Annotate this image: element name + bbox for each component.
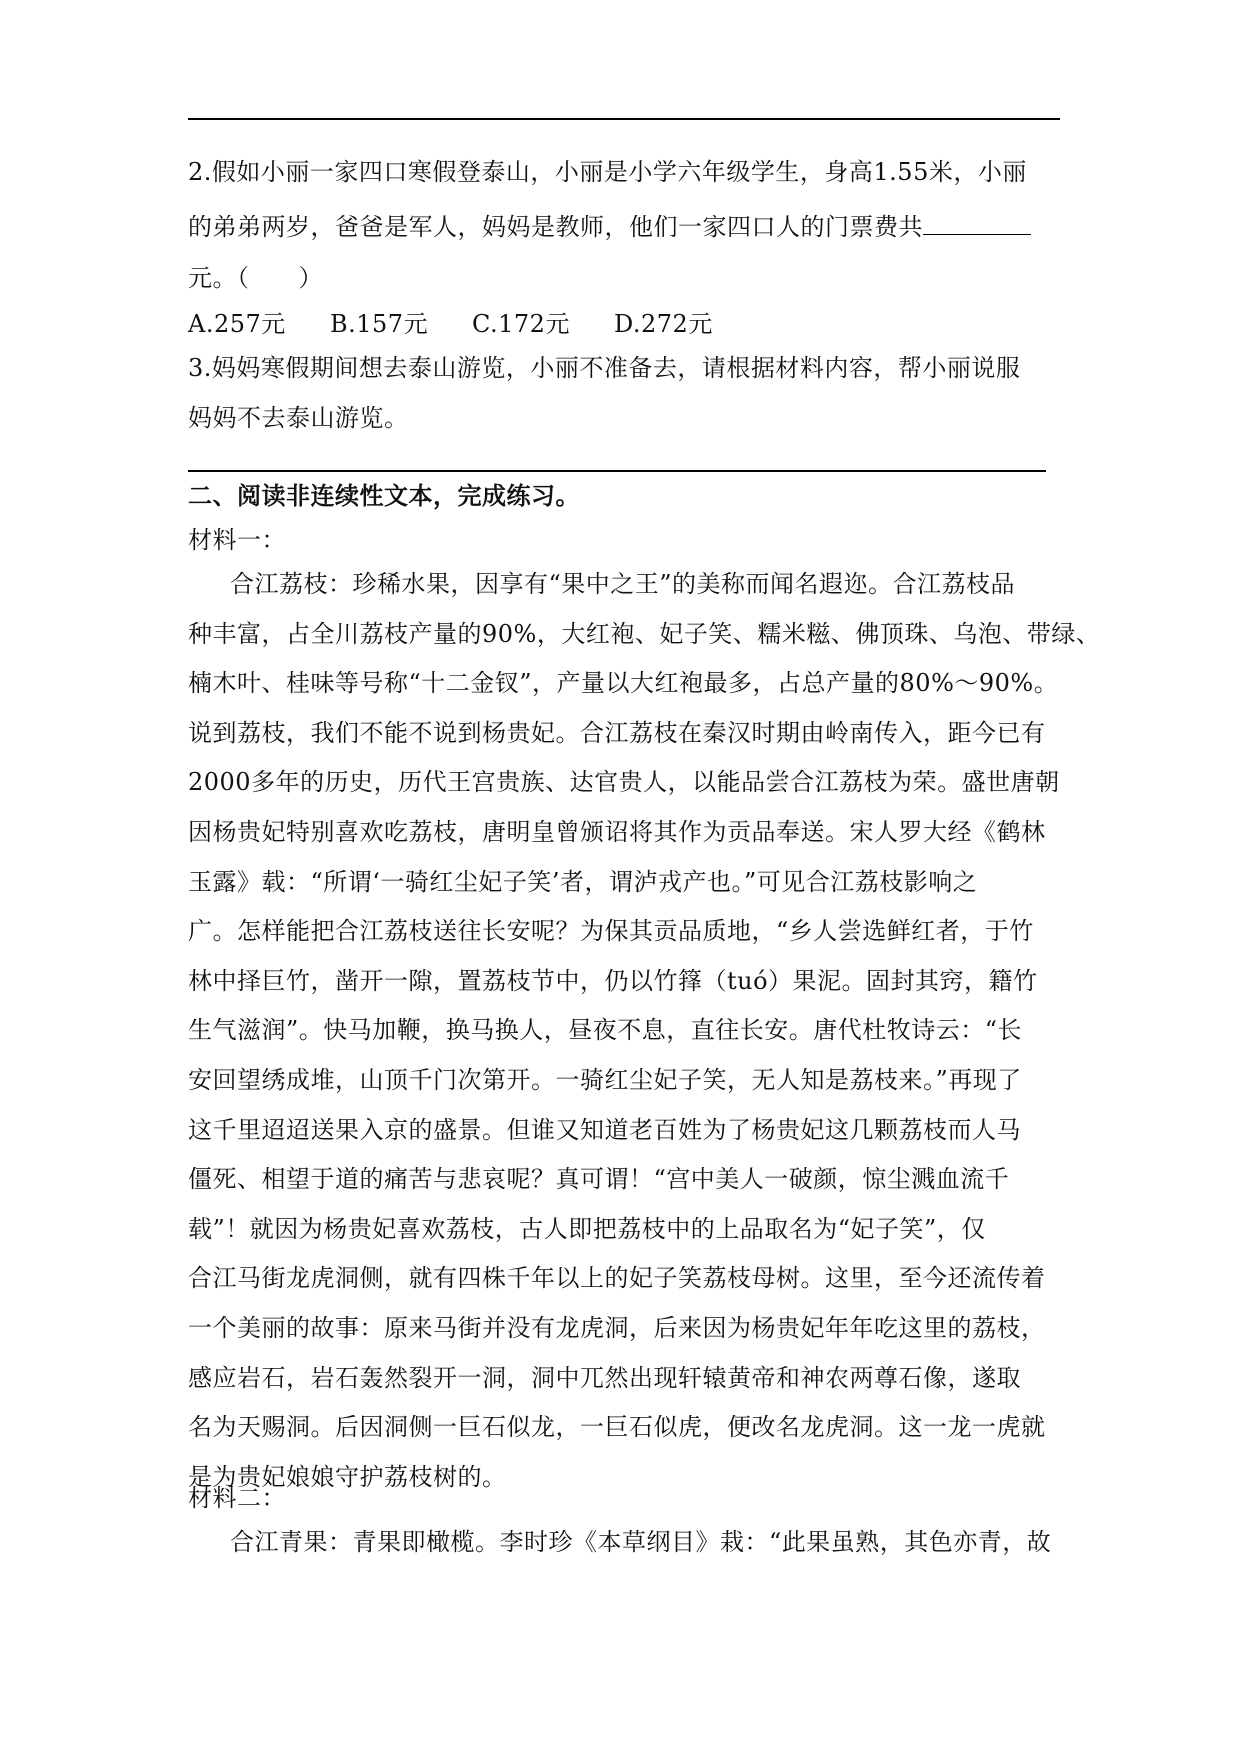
section-heading: 二、阅读非连续性文本，完成练习。 xyxy=(188,482,580,510)
material-1-line: 合江马街龙虎洞侧，就有四株千年以上的妃子笑荔枝母树。这里，至今还流传着 xyxy=(188,1264,1046,1292)
q3-line-1: 3.妈妈寒假期间想去泰山游览，小丽不准备去，请根据材料内容，帮小丽说服 xyxy=(188,354,1021,382)
material-1-line: 林中择巨竹，凿开一隙，置荔枝节中，仍以竹箨（tuó）果泥。固封其窍，籍竹 xyxy=(188,967,1038,995)
material-2-line-1: 合江青果：青果即橄榄。李时珍《本草纲目》栽：“此果虽熟，其色亦青，故 xyxy=(230,1528,1052,1556)
q2-line-1: 2.假如小丽一家四口寒假登泰山，小丽是小学六年级学生，身高1.55米，小丽 xyxy=(188,158,1027,186)
material-1-label: 材料一： xyxy=(188,526,286,554)
material-1-line: 是为贵妃娘娘守护荔枝树的。 xyxy=(188,1463,507,1491)
material-1-line: 合江荔枝：珍稀水果，因享有“果中之王”的美称而闻名遐迩。合江荔枝品 xyxy=(230,570,1016,598)
q2-line-3: 元。（ ） xyxy=(188,264,323,292)
option-d: D.272元 xyxy=(614,310,713,338)
q3-line-2: 妈妈不去泰山游览。 xyxy=(188,404,409,432)
material-1-line: 感应岩石，岩石轰然裂开一洞，洞中兀然出现轩辕黄帝和神农两尊石像，遂取 xyxy=(188,1364,1021,1392)
material-1-line: 僵死、相望于道的痛苦与悲哀呢？真可谓！“宫中美人一破颜，惊尘溅血流千 xyxy=(188,1165,1010,1193)
material-1-line: 安回望绣成堆，山顶千门次第开。一骑红尘妃子笑，无人知是荔枝来。”再现了 xyxy=(188,1066,1022,1094)
answer-line xyxy=(188,470,1046,472)
q2-line-2-text: 的弟弟两岁，爸爸是军人，妈妈是教师，他们一家四口人的门票费共 xyxy=(188,213,923,241)
material-1-line: 种丰富，占全川荔枝产量的90%，大红袍、妃子笑、糯米糍、佛顶珠、乌泡、带绿、 xyxy=(188,620,1101,648)
material-1-line: 广。怎样能把合江荔枝送往长安呢？为保其贡品质地，“乡人尝选鲜红者，于竹 xyxy=(188,917,1034,945)
material-2-label: 材料二： xyxy=(188,1484,286,1512)
top-divider-line xyxy=(188,118,1060,120)
material-1-line: 载”！就因为杨贵妃喜欢荔枝，古人即把荔枝中的上品取名为“妃子笑”，仅 xyxy=(188,1215,986,1243)
material-1-line: 这千里迢迢送果入京的盛景。但谁又知道老百姓为了杨贵妃这几颗荔枝而人马 xyxy=(188,1116,1021,1144)
material-1-line: 生气滋润”。快马加鞭，换马换人，昼夜不息，直往长安。唐代杜牧诗云：“长 xyxy=(188,1016,1023,1044)
material-1-line: 楠木叶、桂味等号称“十二金钗”，产量以大红袍最多，占总产量的80%～90%。 xyxy=(188,669,1059,697)
material-1-line: 因杨贵妃特别喜欢吃荔枝，唐明皇曾颁诏将其作为贡品奉送。宋人罗大经《鹤林 xyxy=(188,818,1046,846)
option-a: A.257元 xyxy=(188,310,286,338)
option-b: B.157元 xyxy=(330,310,429,338)
material-1-line: 说到荔枝，我们不能不说到杨贵妃。合江荔枝在秦汉时期由岭南传入，距今已有 xyxy=(188,719,1046,747)
material-1-line: 玉露》载：“所谓‘一骑红尘妃子笑’者，谓泸戎产也。”可见合江荔枝影响之 xyxy=(188,868,978,896)
option-c: C.172元 xyxy=(472,310,570,338)
answer-blank[interactable] xyxy=(923,214,1031,235)
material-1-line: 一个美丽的故事：原来马街并没有龙虎洞，后来因为杨贵妃年年吃这里的荔枝， xyxy=(188,1314,1046,1342)
material-1-line: 2000多年的历史，历代王宫贵族、达官贵人，以能品尝合江荔枝为荣。盛世唐朝 xyxy=(188,768,1060,796)
q2-line-2 xyxy=(188,214,1031,239)
material-1-line: 名为天赐洞。后因洞侧一巨石似龙，一巨石似虎，便改名龙虎洞。这一龙一虎就 xyxy=(188,1413,1046,1441)
q2-options xyxy=(188,312,713,336)
